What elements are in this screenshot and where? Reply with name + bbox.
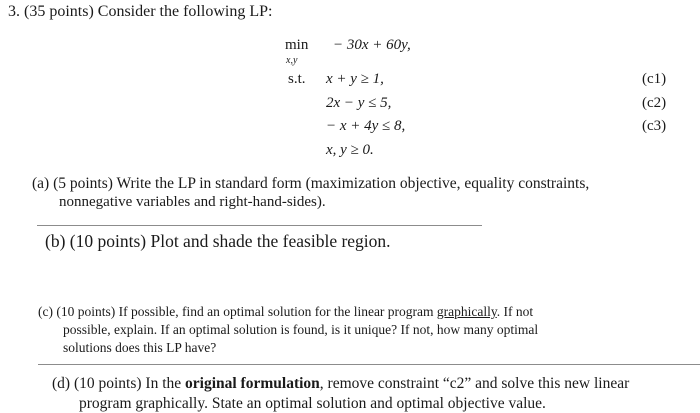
lp-min-operator: min — [285, 37, 309, 53]
part-c-line-1-end: . If not — [496, 304, 534, 319]
constraint-c1: x + y ≥ 1, — [326, 71, 384, 87]
part-a-line-1: (a) (5 points) Write the LP in standard form (maximization objective, equality constraints, — [32, 175, 590, 192]
part-d-line-1 — [52, 375, 629, 393]
constraint-c2: 2x − y ≤ 5, — [326, 95, 392, 111]
part-c-line-1-start: (c) (10 points) If possible, find an optimal solution for the linear program — [38, 304, 437, 319]
part-c-line-1 — [38, 304, 533, 320]
lp-subject-to: s.t. — [288, 71, 306, 87]
part-d-line-1-start: (d) (10 points) In the — [52, 375, 186, 392]
part-b: (b) (10 points) Plot and shade the feasible region. — [45, 231, 391, 251]
lp-objective: − 30x + 60y, — [333, 37, 411, 53]
part-d-original-formulation: original formulation — [185, 375, 320, 392]
nonnegativity-constraint: x, y ≥ 0. — [326, 142, 374, 158]
constraint-c1-tag: (c1) — [642, 71, 667, 87]
part-c-line-3: solutions does this LP have? — [63, 340, 217, 355]
lp-min-variables: x,y — [286, 55, 298, 66]
divider-c-d — [38, 364, 700, 365]
part-c-line-2: possible, explain. If an optimal solution is found, is it unique? If not, how many optimal — [63, 322, 539, 337]
constraint-c3-tag: (c3) — [642, 118, 667, 134]
constraint-c3: − x + 4y ≤ 8, — [326, 118, 406, 134]
part-c-graphically: graphically — [436, 304, 497, 319]
question-header: 3. (35 points) Consider the following LP: — [8, 3, 273, 20]
divider-a-b — [37, 225, 482, 226]
part-a-line-2: nonnegative variables and right-hand-sides). — [59, 194, 326, 210]
part-d-line-1-end: , remove constraint “c2” and solve this new linear — [319, 375, 630, 392]
part-d-line-2: program graphically. State an optimal solution and optimal objective value. — [79, 395, 546, 412]
constraint-c2-tag: (c2) — [642, 95, 667, 111]
